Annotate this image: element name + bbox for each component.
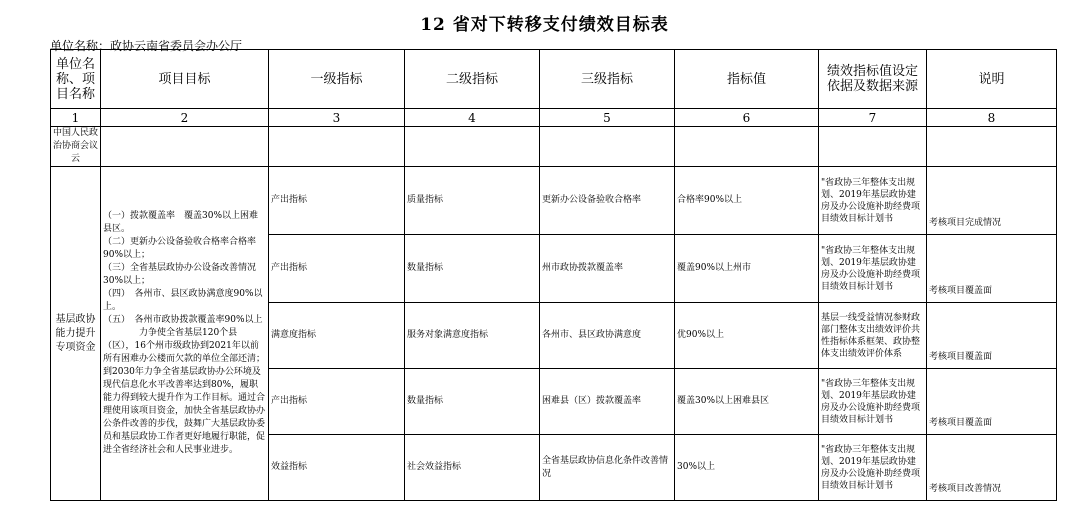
column-number: 5 [540, 109, 675, 127]
goal-paragraph: 力争使全省基层120个县（区），16个州市级政协到2021年以前所有困难办公楼而欠款的单位全部还清；到2030年力争全省基层政协办公环境及现代信息化水平改善率达到80%，履职能力得到较大提升作为工作目标。通过合理使用该项目资金，加快全省基层政协办公条件改善的步伐，鼓舞广大基层政协委员和基层政协工作者更好地履行职能，促进全省经济社会和人民事业进步。 [103, 328, 266, 455]
level3-indicator: 州市政协拨款覆盖率 [540, 235, 675, 303]
column-number: 7 [819, 109, 927, 127]
header-cell: 三级指标 [540, 50, 675, 109]
indicator-source: "省政协三年整体支出规划、2019年基层政协建房及办公设施补助经费项目绩效目标计划书 [819, 435, 927, 501]
indicator-note: 考核项目覆盖面 [927, 235, 1057, 303]
header-cell: 项目目标 [101, 50, 269, 109]
empty-cell [540, 127, 675, 167]
column-number: 2 [101, 109, 269, 127]
level1-indicator: 效益指标 [269, 435, 405, 501]
column-number: 3 [269, 109, 405, 127]
level3-indicator: 各州市、县区政协满意度 [540, 303, 675, 369]
level2-indicator: 数量指标 [405, 369, 540, 435]
empty-cell [405, 127, 540, 167]
unit-row [51, 127, 1057, 167]
unit-name: 单位名称：政协云南省委员会办公厅 [50, 39, 243, 53]
indicator-value: 30%以上 [675, 435, 819, 501]
indicator-value: 合格率90%以上 [675, 167, 819, 235]
empty-cell [927, 127, 1057, 167]
column-number: 6 [675, 109, 819, 127]
indicator-note: 考核项目覆盖面 [927, 303, 1057, 369]
level2-indicator: 数量指标 [405, 235, 540, 303]
page-title: 12 省对下转移支付绩效目标表 [420, 15, 669, 35]
goal-line: （四） 各州市、县区政协满意度90%以上。 [103, 289, 263, 312]
header-row [51, 50, 1057, 109]
level3-indicator: 更新办公设备验收合格率 [540, 167, 675, 235]
level2-indicator: 社会效益指标 [405, 435, 540, 501]
header-cell: 一级指标 [269, 50, 405, 109]
level3-indicator: 困难县（区）拨款覆盖率 [540, 369, 675, 435]
project-name: 基层政协能力提升专项资金 [51, 167, 101, 501]
column-number: 4 [405, 109, 540, 127]
level2-indicator: 服务对象满意度指标 [405, 303, 540, 369]
unit-row-name: 中国人民政治协商会议云 [51, 127, 101, 167]
empty-cell [675, 127, 819, 167]
indicator-value: 优90%以上 [675, 303, 819, 369]
level3-indicator: 全省基层政协信息化条件改善情况 [540, 435, 675, 501]
empty-cell [269, 127, 405, 167]
project-goal [101, 167, 269, 501]
level2-indicator: 质量指标 [405, 167, 540, 235]
indicator-source: 基层一线受益情况参财政部门整体支出绩效评价共性指标体系框架、政协整体支出绩效评价体系 [819, 303, 927, 369]
header-cell: 指标值 [675, 50, 819, 109]
column-number-row [51, 109, 1057, 127]
header-cell: 二级指标 [405, 50, 540, 109]
goal-line: （一）拨款覆盖率 覆盖30%以上困难县区。 [103, 211, 259, 234]
performance-table [50, 49, 1057, 501]
goal-line: （三）全省基层政协办公设备改善情况30%以上； [103, 263, 257, 286]
indicator-note: 考核项目覆盖面 [927, 369, 1057, 435]
column-number: 1 [51, 109, 101, 127]
level1-indicator: 产出指标 [269, 235, 405, 303]
goal-line: （五） 各州市政协拨款覆盖率90%以上 [103, 315, 263, 325]
level1-indicator: 满意度指标 [269, 303, 405, 369]
goal-line: （二）更新办公设备验收合格率合格率90%以上； [103, 237, 257, 260]
column-number: 8 [927, 109, 1057, 127]
header-cell: 单位名称、项目名称 [51, 50, 101, 109]
indicator-source: "省政协三年整体支出规划、2019年基层政协建房及办公设施补助经费项目绩效目标计划书 [819, 167, 927, 235]
header-cell: 绩效指标值设定依据及数据来源 [819, 50, 927, 109]
table-row [51, 167, 1057, 235]
header-cell: 说明 [927, 50, 1057, 109]
indicator-value: 覆盖30%以上困难县区 [675, 369, 819, 435]
empty-cell [819, 127, 927, 167]
indicator-value: 覆盖90%以上州市 [675, 235, 819, 303]
level1-indicator: 产出指标 [269, 369, 405, 435]
indicator-source: "省政协三年整体支出规划、2019年基层政协建房及办公设施补助经费项目绩效目标计划书 [819, 235, 927, 303]
indicator-note: 考核项目改善情况 [927, 435, 1057, 501]
indicator-note: 考核项目完成情况 [927, 167, 1057, 235]
level1-indicator: 产出指标 [269, 167, 405, 235]
indicator-source: "省政协三年整体支出规划、2019年基层政协建房及办公设施补助经费项目绩效目标计划书 [819, 369, 927, 435]
empty-cell [101, 127, 269, 167]
